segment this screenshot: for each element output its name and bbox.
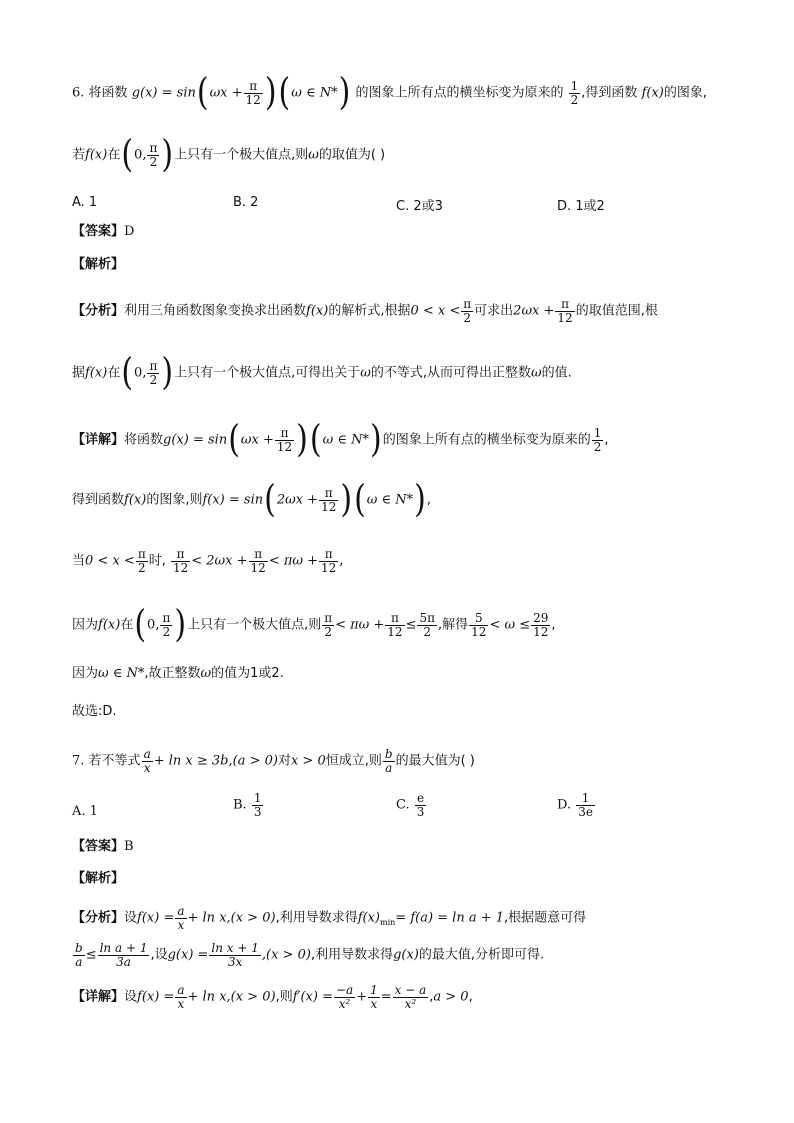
q6-option-c[interactable]: C. 2或3 <box>396 199 443 214</box>
q6-detail-line2: 得到函数f(x)的图象,则f(x) = sin(2ωx + $\frac{\pi}{12}$ )(ω ∈ N*), <box>72 477 432 522</box>
q7-option-d[interactable]: D. $\frac{1}{3e}$ <box>557 791 593 819</box>
q7-option-a[interactable]: A. 1 <box>72 804 98 819</box>
fraction-1-2: $\frac{1}{2}$ <box>570 78 579 107</box>
q7-detail-line1: 【详解】设f(x) = $\frac{a}{x}$ + ln x,(x > 0),则f′(x) = $\frac{-a}{\text{x²}}$ + $\frac{1}{x}$ = $\frac{x - a}{\text{x²}}$ ,a > 0, <box>72 983 473 1011</box>
q7-analysis-heading: 【解析】 <box>72 871 125 886</box>
q6-option-d[interactable]: D. 1或2 <box>557 199 605 214</box>
paren-open: ( <box>196 70 209 115</box>
q6-option-b[interactable]: B. 2 <box>233 195 259 210</box>
q6-detail-line3: 当0 < x < $\frac{\pi}{2}$ 时, $\frac{\pi}{12}$ < 2ωx + $\frac{\pi}{12}$ < πω + $\frac{\pi}{12}$ , <box>72 547 344 575</box>
q6-option-a[interactable]: A. 1 <box>72 195 98 210</box>
q6-fenxi-line1: 【分析】利用三角函数图象变换求出函数f(x)的解析式,根据0 < x < $\frac{\pi}{2}$ 可求出2ωx + $\frac{\pi}{12}$ 的取值范围,根 <box>72 297 658 325</box>
paren-close: ) <box>264 70 277 115</box>
q6-analysis-heading: 【解析】 <box>72 257 125 272</box>
q7-fenxi-line2: $\frac{b}{a}$ ≤ $\frac{\text{ln a + 1}}{3a}$ ,设g(x) = $\frac{\text{ln x + 1}}{3x}$ ,(x > 0),利用导数求得g(x)的最大值,分析即可得. <box>75 941 545 969</box>
fraction-pi-12: $\frac{\pi}{12}$ <box>245 78 261 107</box>
q7-answer: 【答案】B <box>72 839 134 854</box>
q7-fenxi-line1: 【分析】设f(x) = $\frac{a}{x}$ + ln x,(x > 0),利用导数求得$f(x)_{min}= f(a) = \ln a + 1$,根据题意可得 <box>72 904 587 932</box>
q6-stem-line1: 6. 将函数 g(x) = sin(ωx + $\frac{\pi}{12}$ )(ω ∈ N*) 的图象上所有点的横坐标变为原来的 $\frac{1}{2}$ ,得到函数 f(x)的图象, <box>72 70 708 115</box>
q7-stem: 7. 若不等式 $\frac{a}{x}$ + ln x ≥ 3b,(a > 0)对x > 0恒成立,则 $\frac{b}{a}$ 的最大值为( ) <box>72 747 475 775</box>
q6-detail-line5: 因为ω ∈ N*,故正整数ω的值为1或2. <box>72 666 284 681</box>
q6-detail-line1: 【详解】将函数g(x) = sin(ωx + $\frac{\pi}{12}$ )(ω ∈ N*)的图象上所有点的横坐标变为原来的 $\frac{1}{2}$ , <box>72 417 609 462</box>
q6-answer: 【答案】D <box>72 224 135 239</box>
q6-choose: 故选:D. <box>72 704 117 719</box>
q7-option-b[interactable]: B. $\frac{1}{3}$ <box>233 791 262 819</box>
q7-option-c[interactable]: C. $\frac{e}{3}$ <box>396 791 425 819</box>
q6-stem-line2: 若f(x)在(0, $\frac{\pi}{2}$ )上只有一个极大值点,则ω的取值为( ) <box>72 132 386 177</box>
q6-fenxi-line2: 据f(x)在(0, $\frac{\pi}{2}$ )上只有一个极大值点,可得出关于ω的不等式,从而可得出正整数ω的值. <box>72 350 572 395</box>
q6-detail-line4: 因为f(x)在(0, $\frac{\pi}{2}$ )上只有一个极大值点,则 $\frac{\pi}{2}$ < πω + $\frac{\pi}{12}$ ≤ $\frac{5\pi}{2}$ ,解得 $\frac{5}{12}$ < ω ≤ $\frac{29}{12}$ , <box>72 602 556 647</box>
